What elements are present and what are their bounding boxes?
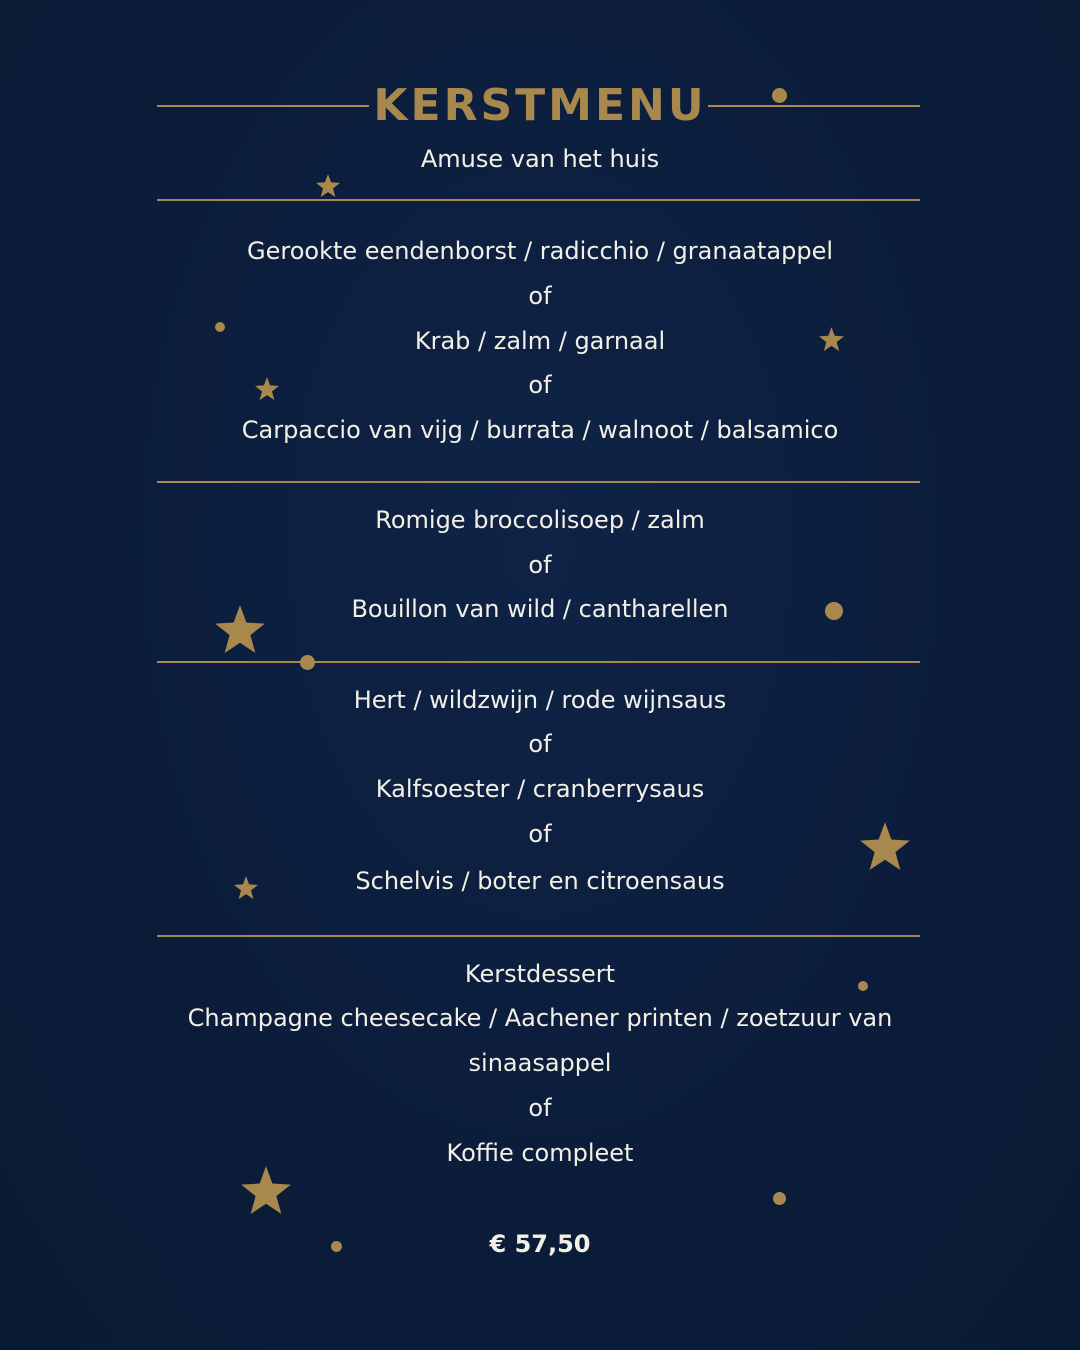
star-icon: [818, 326, 845, 353]
soup-option-2: Bouillon van wild / cantharellen: [351, 595, 729, 623]
dessert-line-1: Champagne cheesecake / Aachener printen / zoetzuur van: [187, 1004, 893, 1032]
or-separator: of: [528, 820, 552, 848]
dot-decoration: [773, 1192, 786, 1205]
or-separator: of: [528, 551, 552, 579]
starter-option-2: Krab / zalm / garnaal: [414, 327, 666, 355]
main-option-3: Schelvis / boter en citroensaus: [355, 867, 725, 895]
main-option-1: Hert / wildzwijn / rode wijnsaus: [353, 686, 727, 714]
dot-decoration: [825, 602, 843, 620]
menu-price: € 57,50: [489, 1230, 591, 1258]
amuse-line: Amuse van het huis: [420, 145, 660, 173]
dot-decoration: [858, 981, 868, 991]
dessert-line-2: sinaasappel: [468, 1049, 612, 1077]
section-divider-3: [157, 661, 920, 663]
or-separator: of: [528, 282, 552, 310]
title-rule-right: [708, 105, 920, 107]
dot-decoration: [331, 1241, 342, 1252]
section-divider-2: [157, 481, 920, 483]
dot-decoration: [215, 322, 225, 332]
main-option-2: Kalfsoester / cranberrysaus: [375, 775, 705, 803]
soup-option-1: Romige broccolisoep / zalm: [375, 506, 705, 534]
star-icon: [239, 1164, 293, 1218]
section-divider-1: [157, 199, 920, 201]
or-separator: of: [528, 371, 552, 399]
starter-option-3: Carpaccio van vijg / burrata / walnoot / balsamico: [241, 416, 839, 444]
section-divider-4: [157, 935, 920, 937]
star-icon: [858, 820, 912, 874]
or-separator: of: [528, 1094, 552, 1122]
dessert-heading: Kerstdessert: [464, 960, 616, 988]
star-icon: [315, 173, 341, 199]
dessert-alternative: Koffie compleet: [446, 1139, 634, 1167]
dot-decoration: [300, 655, 315, 670]
dot-decoration: [772, 88, 787, 103]
star-icon: [213, 603, 267, 657]
star-icon: [254, 376, 280, 402]
menu-title: KERSTMENU: [373, 80, 707, 131]
starter-option-1: Gerookte eendenborst / radicchio / granaatappel: [247, 237, 833, 265]
or-separator: of: [528, 730, 552, 758]
star-icon: [233, 875, 259, 901]
